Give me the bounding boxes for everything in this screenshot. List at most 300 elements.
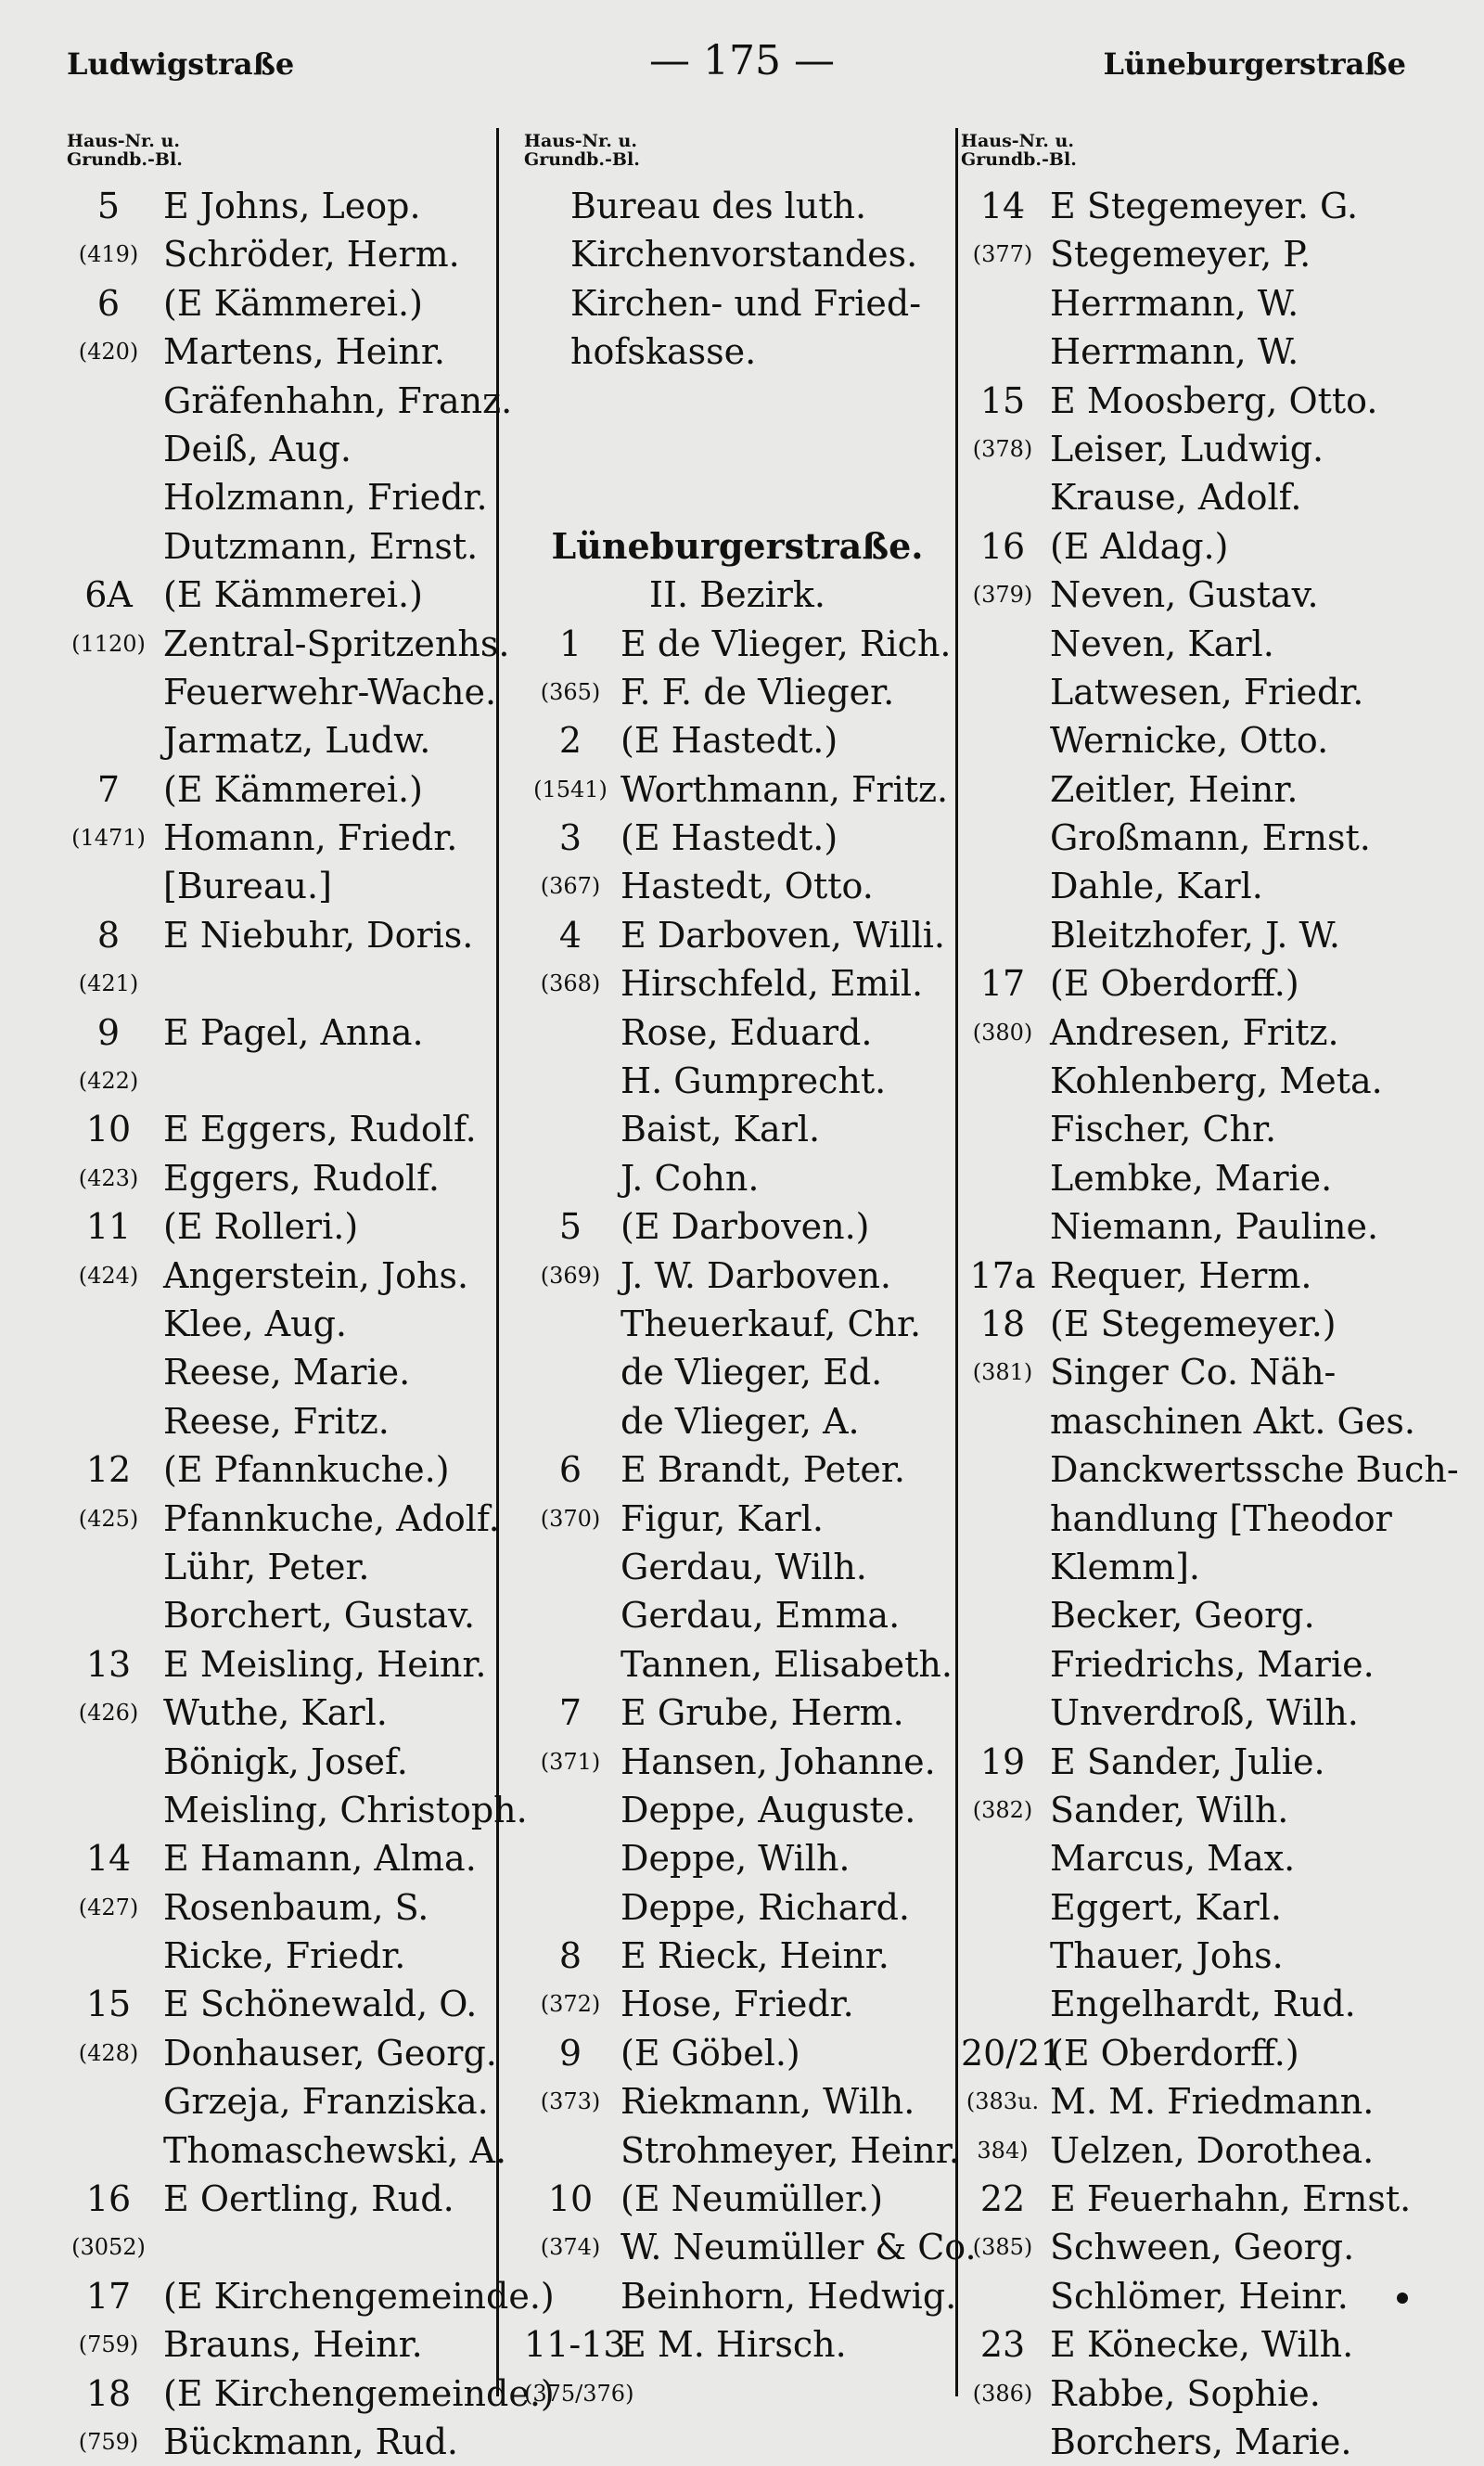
directory-entry [961,2320,1415,2369]
resident-name: E Oertling, Rud. [163,2178,454,2220]
house-number: 7 [558,1692,582,1734]
house-number: (3052) [71,2234,146,2261]
directory-entry [67,1591,493,1639]
directory-entry [524,2370,951,2418]
resident-name: Herrmann, W. [1050,331,1299,373]
directory-entry [524,1883,951,1932]
directory-entry [961,2223,1415,2271]
directory-entry [67,1397,493,1445]
directory-entry [524,1689,951,1737]
directory-entry [67,1980,493,2028]
resident-name: E Hamann, Alma. [163,1838,477,1880]
resident-name: (E Kirchengemeinde.) [163,2372,555,2414]
directory-entry [961,1397,1415,1445]
resident-name: maschinen Akt. Ges. [1050,1400,1415,1442]
directory-entry [961,522,1415,571]
column-header [524,132,951,182]
directory-entry [961,1738,1415,1786]
resident-name: Martens, Heinr. [163,331,445,373]
resident-name: Requer, Herm. [1050,1254,1312,1296]
page-number: — 175 — [649,37,835,84]
header-right-street: Lüneburgerstraße [1103,46,1406,82]
resident-name: Schröder, Herm. [163,234,460,276]
resident-name: Stegemeyer, P. [1050,234,1311,276]
house-number: (423) [78,1164,139,1191]
directory-entry [961,2077,1415,2126]
directory-entry [67,2029,497,2077]
directory-entry [524,1057,951,1105]
house-number: (422) [78,1068,139,1095]
resident-name: Dutzmann, Ernst. [163,525,479,567]
house-number: (1120) [71,630,146,657]
directory-entry [524,377,951,425]
directory-entry [524,765,951,814]
house-number: 8 [96,914,121,956]
resident-name: Feuerwehr-Wache. [163,671,497,713]
resident-name: Niemann, Pauline. [1050,1206,1379,1248]
directory-entry [524,1154,951,1202]
directory-entry [961,182,1415,230]
resident-name: Riekmann, Wilh. [620,2081,915,2123]
resident-name: Deiß, Aug. [163,428,352,469]
resident-name: Strohmeyer, Heinr. [620,2129,960,2171]
house-number: (374) [540,2234,601,2261]
resident-name: Wernicke, Otto. [1050,720,1329,762]
resident-name: Friedrichs, Marie. [1050,1643,1375,1685]
directory-entry [961,2418,1415,2466]
resident-name: (E Stegemeyer.) [1050,1303,1337,1344]
directory-entry [67,1640,493,1689]
resident-name: Uelzen, Dorothea. [1050,2129,1375,2171]
directory-entry [524,1786,951,1834]
directory-entry [67,959,493,1008]
column-header [961,132,1415,182]
directory-entry [961,862,1415,910]
directory-entry [524,911,951,959]
resident-name: Engelhardt, Rud. [1050,1984,1356,2025]
resident-name: Rabbe, Sophie. [1050,2372,1321,2414]
directory-entry [67,1105,493,1153]
house-number: 9 [96,1011,121,1053]
resident-name: (E Kirchengemeinde.) [163,2275,555,2317]
column-header-line: Haus-Nr. u. [67,131,180,151]
directory-entry [67,1932,493,1980]
directory-entry [961,230,1415,278]
house-number: (381) [972,1359,1033,1386]
directory-entry [67,1786,528,1834]
directory-entry [524,2077,951,2126]
resident-name: E Rieck, Heinr. [620,1935,889,1977]
directory-entry [67,814,493,862]
resident-name: hofskasse. [570,331,757,373]
resident-name: W. Neumüller & Co. [620,2227,977,2268]
directory-entry [524,1495,951,1543]
directory-entry [67,230,493,278]
resident-name: Holzmann, Friedr. [163,477,488,519]
district-label: II. Bezirk. [648,574,826,616]
resident-name: Tannen, Elisabeth. [620,1643,953,1685]
directory-entry [961,1202,1415,1251]
house-number: 4 [558,914,582,956]
resident-name: Deppe, Auguste. [620,1789,916,1830]
directory-entry [524,2029,951,2077]
house-number: (368) [540,970,601,997]
directory-entry [67,765,493,814]
directory-entry [67,1202,493,1251]
resident-name: Brauns, Heinr. [163,2324,423,2366]
directory-entry [67,1252,493,1300]
resident-name: J. Cohn. [620,1157,760,1199]
house-number: (380) [972,1019,1033,1046]
directory-entry [67,1738,493,1786]
directory-entry [67,620,510,668]
directory-entry [524,1105,951,1153]
directory-entry [961,1932,1415,1980]
directory-entry [524,1834,951,1882]
house-number: (424) [78,1262,139,1289]
resident-name: Grzeja, Franziska. [163,2081,489,2123]
column-header-line: Grundb.-Bl. [961,149,1077,170]
house-number: (383u. [966,2088,1040,2115]
house-number: 15 [979,379,1026,421]
directory-entry [67,1008,493,1057]
directory-entry [524,1738,951,1786]
house-number: 15 [85,1984,132,2025]
resident-name: Homann, Friedr. [163,817,458,859]
directory-entry [67,1057,493,1105]
house-number: 11-13 [524,2324,626,2366]
resident-name: Rose, Eduard. [620,1011,873,1053]
house-number: (425) [78,1505,139,1532]
directory-entry [961,1105,1415,1153]
resident-name: (E Kämmerei.) [163,282,423,324]
resident-name: Andresen, Fritz. [1050,1011,1339,1053]
directory-entry [961,1300,1415,1348]
directory-entry [524,571,951,619]
resident-name: Bückmann, Rud. [163,2421,458,2462]
directory-entry [67,1834,493,1882]
house-number: 10 [547,2178,594,2220]
directory-entry [524,2175,951,2223]
directory-entry [67,473,493,521]
resident-name: E Brandt, Peter. [620,1449,905,1491]
resident-name: H. Gumprecht. [620,1060,887,1102]
house-number: 12 [85,1449,132,1491]
house-number: (419) [78,241,139,268]
resident-name: Schlömer, Heinr. [1050,2275,1349,2317]
directory-entry [67,2320,493,2369]
directory-entry [961,1154,1415,1202]
house-number: 14 [85,1838,132,1880]
column-header [67,132,493,182]
directory-entry [961,1786,1415,1834]
resident-name: Latwesen, Friedr. [1050,671,1364,713]
house-number: 6 [558,1449,582,1491]
resident-name: Jarmatz, Ludw. [163,720,431,762]
resident-name: (E Kämmerei.) [163,768,423,810]
resident-name: (E Hastedt.) [620,817,838,859]
resident-name: E Sander, Julie. [1050,1740,1325,1782]
resident-name: Gräfenhahn, Franz. [163,379,513,421]
directory-entry [524,668,951,716]
column-header-line: Grundb.-Bl. [524,149,640,170]
resident-name: Eggert, Karl. [1050,1886,1282,1928]
resident-name: Herrmann, W. [1050,282,1299,324]
directory-entry [67,1689,493,1737]
directory-entry [961,2126,1415,2175]
resident-name: Marcus, Max. [1050,1838,1296,1880]
ink-dot-mark [1397,2293,1408,2304]
directory-entry [961,1252,1415,1300]
house-number: (759) [78,2428,139,2455]
directory-entry [961,377,1415,425]
house-number: 14 [979,186,1026,226]
house-number: (377) [972,241,1033,268]
directory-entry [67,425,493,473]
resident-name: E Könecke, Wilh. [1050,2324,1354,2366]
resident-name: Worthmann, Fritz. [620,768,949,810]
resident-name: Kohlenberg, Meta. [1050,1060,1383,1102]
resident-name: Baist, Karl. [620,1109,821,1150]
resident-name: Deppe, Richard. [620,1886,910,1928]
column-divider [955,128,958,2396]
resident-name: E Johns, Leop. [163,186,421,226]
resident-name: Sander, Wilh. [1050,1789,1289,1830]
directory-entry [67,1300,493,1348]
resident-name: Eggers, Rudolf. [163,1157,440,1199]
resident-name: Borchers, Marie. [1050,2421,1352,2462]
resident-name: Beinhorn, Hedwig. [620,2275,957,2317]
house-number: (427) [78,1894,139,1920]
house-number: (385) [972,2234,1033,2261]
resident-name: E Meisling, Heinr. [163,1643,487,1685]
directory-entry [524,1202,951,1251]
resident-name: Becker, Georg. [1050,1595,1315,1637]
column-3 [961,131,1459,2466]
resident-name: Fischer, Chr. [1050,1109,1277,1150]
directory-entry [67,716,493,764]
resident-name: Wuthe, Karl. [163,1692,388,1734]
resident-name: [Bureau.] [163,866,332,907]
directory-entry [961,1591,1415,1639]
directory-entry [961,328,1415,376]
house-number: (1541) [533,776,608,803]
resident-name: F. F. de Vlieger. [620,671,895,713]
resident-name: handlung [Theodor [1050,1497,1392,1539]
house-number: 22 [979,2178,1026,2220]
directory-entry [67,1154,493,1202]
directory-entry [524,2126,960,2175]
house-number: 5 [96,186,121,226]
house-number: 20/21 [961,2032,1063,2074]
resident-name: (E Oberdorff.) [1050,2032,1299,2074]
resident-name: J. W. Darboven. [620,1254,892,1296]
directory-entry [67,279,493,328]
directory-entry [67,1495,500,1543]
resident-name: Krause, Adolf. [1050,477,1302,519]
directory-entry [67,668,497,716]
directory-entry [67,328,493,376]
directory-entry [67,2126,507,2175]
house-number: (369) [540,1262,601,1289]
directory-entry [961,279,1415,328]
resident-name: Bleitzhofer, J. W. [1050,914,1340,956]
resident-name: Unverdroß, Wilh. [1050,1692,1359,1734]
house-number: 7 [96,768,121,810]
directory-entry [961,911,1415,959]
house-number: 11 [85,1206,132,1248]
directory-entry [67,1348,493,1396]
directory-entry [961,1883,1415,1932]
directory-entry [67,862,493,910]
resident-name: Theuerkauf, Chr. [620,1303,922,1344]
resident-name: Hose, Friedr. [620,1984,854,2025]
resident-name: M. M. Friedmann. [1050,2081,1375,2123]
directory-entry [524,1932,951,1980]
directory-entry [524,1252,951,1300]
directory-entry [524,1348,951,1396]
directory-entry [524,1640,951,1689]
directory-entry [524,1980,951,2028]
house-number: 17a [969,1254,1036,1296]
column-2 [524,131,977,2418]
directory-entry [961,1834,1415,1882]
house-number: 16 [979,525,1026,567]
directory-entry [961,620,1415,668]
house-number: 10 [85,1109,132,1150]
directory-entry [67,2223,493,2271]
directory-entry [524,473,951,521]
directory-entry [524,959,951,1008]
house-number: (379) [972,582,1033,609]
directory-entry [67,522,493,571]
directory-entry [961,1348,1415,1396]
directory-entry [961,1008,1415,1057]
directory-entry [524,522,951,571]
resident-name: Klemm]. [1050,1546,1201,1587]
house-number: 17 [979,963,1026,1005]
house-number: (1471) [71,825,146,852]
resident-name: Hansen, Johanne. [620,1740,936,1782]
directory-entry [524,620,951,668]
resident-name: E Niebuhr, Doris. [163,914,474,956]
directory-entry [961,1445,1459,1494]
directory-entry [961,1689,1415,1737]
directory-entry [67,377,513,425]
resident-name: Zentral-Spritzenhs. [163,623,510,664]
resident-name: E Feuerhahn, Ernst. [1050,2178,1412,2220]
resident-name: (E Kämmerei.) [163,574,423,616]
resident-name: E M. Hirsch. [620,2324,847,2366]
directory-entry [524,1445,951,1494]
house-number: (367) [540,873,601,900]
resident-name: Singer Co. Näh- [1050,1352,1337,1394]
directory-entry [524,862,951,910]
directory-entry [961,2175,1415,2223]
directory-entry [961,2029,1415,2077]
resident-name: E Grube, Herm. [620,1692,904,1734]
house-number: 8 [558,1935,582,1977]
column-1 [67,131,555,2466]
resident-name: Reese, Fritz. [163,1400,390,1442]
directory-entry [524,814,951,862]
house-number: (759) [78,2331,139,2358]
resident-name: Bönigk, Josef. [163,1740,408,1782]
house-number: (365) [540,678,601,705]
directory-entry [961,1495,1415,1543]
resident-name: E Darboven, Willi. [620,914,945,956]
directory-entry [961,814,1415,862]
directory-entry [961,571,1415,619]
resident-name: Dahle, Karl. [1050,866,1263,907]
resident-name: Lühr, Peter. [163,1546,370,1587]
directory-entry [524,1397,951,1445]
house-number: (420) [78,339,139,366]
resident-name: E de Vlieger, Rich. [620,623,952,664]
resident-name: E Pagel, Anna. [163,1011,424,1053]
resident-name: (E Hastedt.) [620,720,838,762]
house-number: (382) [972,1796,1033,1823]
resident-name: Bureau des luth. [570,186,867,226]
directory-entry [67,1543,493,1591]
directory-entry [524,230,951,278]
resident-name: Pfannkuche, Adolf. [163,1497,500,1539]
resident-name: Kirchen- und Fried- [570,282,922,324]
house-number: (386) [972,2380,1033,2407]
resident-name: Neven, Gustav. [1050,574,1319,616]
resident-name: Deppe, Wilh. [620,1838,851,1880]
column-header-line: Haus-Nr. u. [961,131,1074,151]
house-number: 18 [85,2372,132,2414]
directory-entry [67,182,493,230]
resident-name: E Moosberg, Otto. [1050,379,1378,421]
house-number: (370) [540,1505,601,1532]
directory-entry [67,2077,493,2126]
directory-entry [67,1445,493,1494]
house-number: 9 [558,2032,582,2074]
directory-entry [524,328,951,376]
resident-name: (E Oberdorff.) [1050,963,1299,1005]
resident-name: E Schönewald, O. [163,1984,478,2025]
directory-entry [524,1008,951,1057]
directory-entry [67,2272,555,2320]
resident-name: Rosenbaum, S. [163,1886,429,1928]
directory-entry [961,959,1415,1008]
house-number: 16 [85,2178,132,2220]
house-number: 13 [85,1643,132,1685]
house-number: (426) [78,1700,139,1727]
directory-entry [524,182,951,230]
resident-name: Großmann, Ernst. [1050,817,1371,859]
house-number: (375/376) [524,2380,634,2407]
directory-entry [524,1300,951,1348]
resident-name: Neven, Karl. [1050,623,1274,664]
house-number: 17 [85,2275,132,2317]
resident-name: Reese, Marie. [163,1352,411,1394]
directory-entry [961,473,1415,521]
header-left-street: Ludwigstraße [67,46,295,82]
directory-entry [961,2370,1415,2418]
column-header-line: Haus-Nr. u. [524,131,637,151]
resident-name: Klee, Aug. [163,1303,347,1344]
house-number: (372) [540,1991,601,2018]
directory-entry [67,1883,493,1932]
directory-entry [524,2320,951,2369]
directory-entry [524,1543,951,1591]
section-title: Lüneburgerstraße. [551,524,924,567]
directory-entry [524,2272,957,2320]
resident-name: (E Aldag.) [1050,525,1229,567]
